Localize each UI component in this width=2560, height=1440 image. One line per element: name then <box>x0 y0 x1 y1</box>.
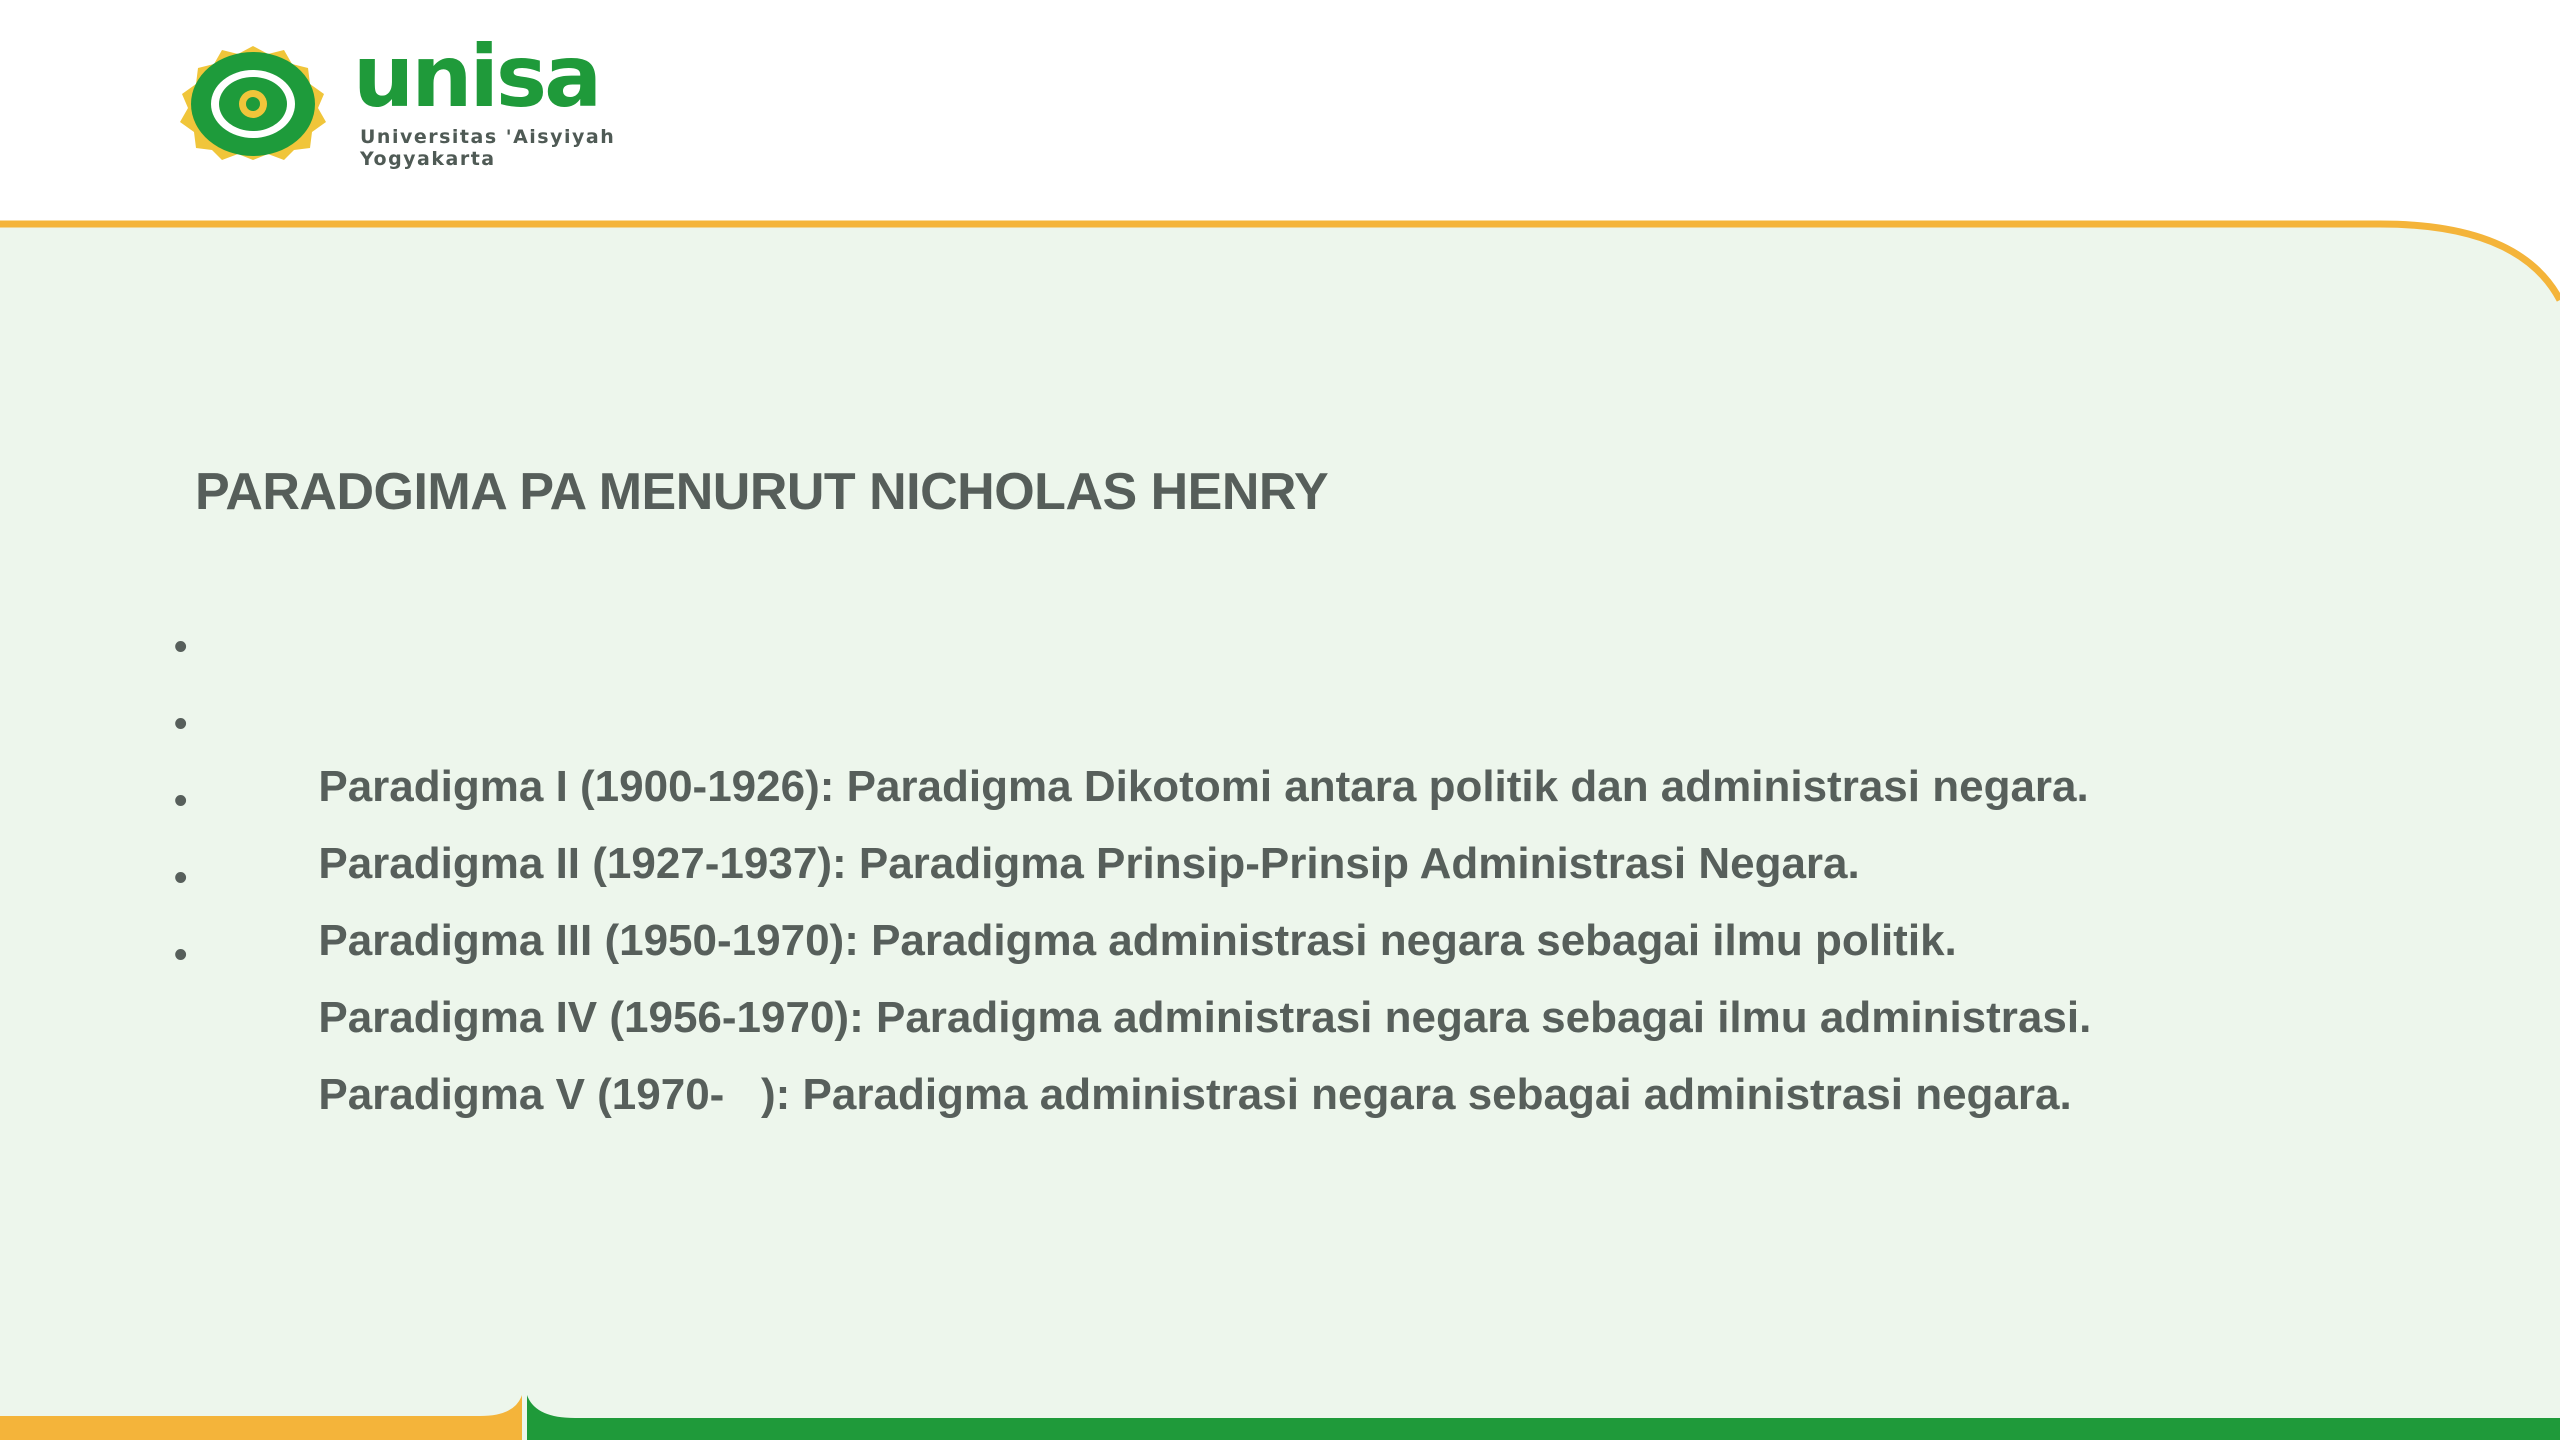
list-item-text: Paradigma IV (1956-1970): Paradigma administrasi negara sebagai ilmu administrasi. <box>318 993 2092 1042</box>
logo-university-name: Universitas 'Aisyiyah <box>360 126 616 148</box>
bullet-icon: • <box>174 703 188 745</box>
bullet-icon: • <box>174 857 188 899</box>
list-item-text: Paradigma II (1927-1937): Paradigma Prinsip-Prinsip Administrasi Negara. <box>318 839 1860 888</box>
bullet-icon: • <box>174 934 188 976</box>
paradigm-list <box>170 612 2092 1119</box>
university-logo <box>178 27 638 172</box>
bullet-icon: • <box>174 626 188 668</box>
list-item-text: Paradigma I (1900-1926): Paradigma Dikotomi antara politik dan administrasi negara. <box>318 762 2089 811</box>
slide-title: PARADGIMA PA MENURUT NICHOLAS HENRY <box>195 463 1329 521</box>
logo-wordmark: unisa <box>353 27 600 127</box>
list-item <box>170 612 2091 811</box>
list-item-text: Paradigma III (1950-1970): Paradigma administrasi negara sebagai ilmu politik. <box>318 916 1957 965</box>
list-item-text: Paradigma V (1970- ): Paradigma administrasi negara sebagai administrasi negara. <box>318 1070 2072 1119</box>
bullet-icon: • <box>174 780 188 822</box>
logo-city: Yogyakarta <box>360 148 496 170</box>
university-seal-icon <box>178 42 328 160</box>
